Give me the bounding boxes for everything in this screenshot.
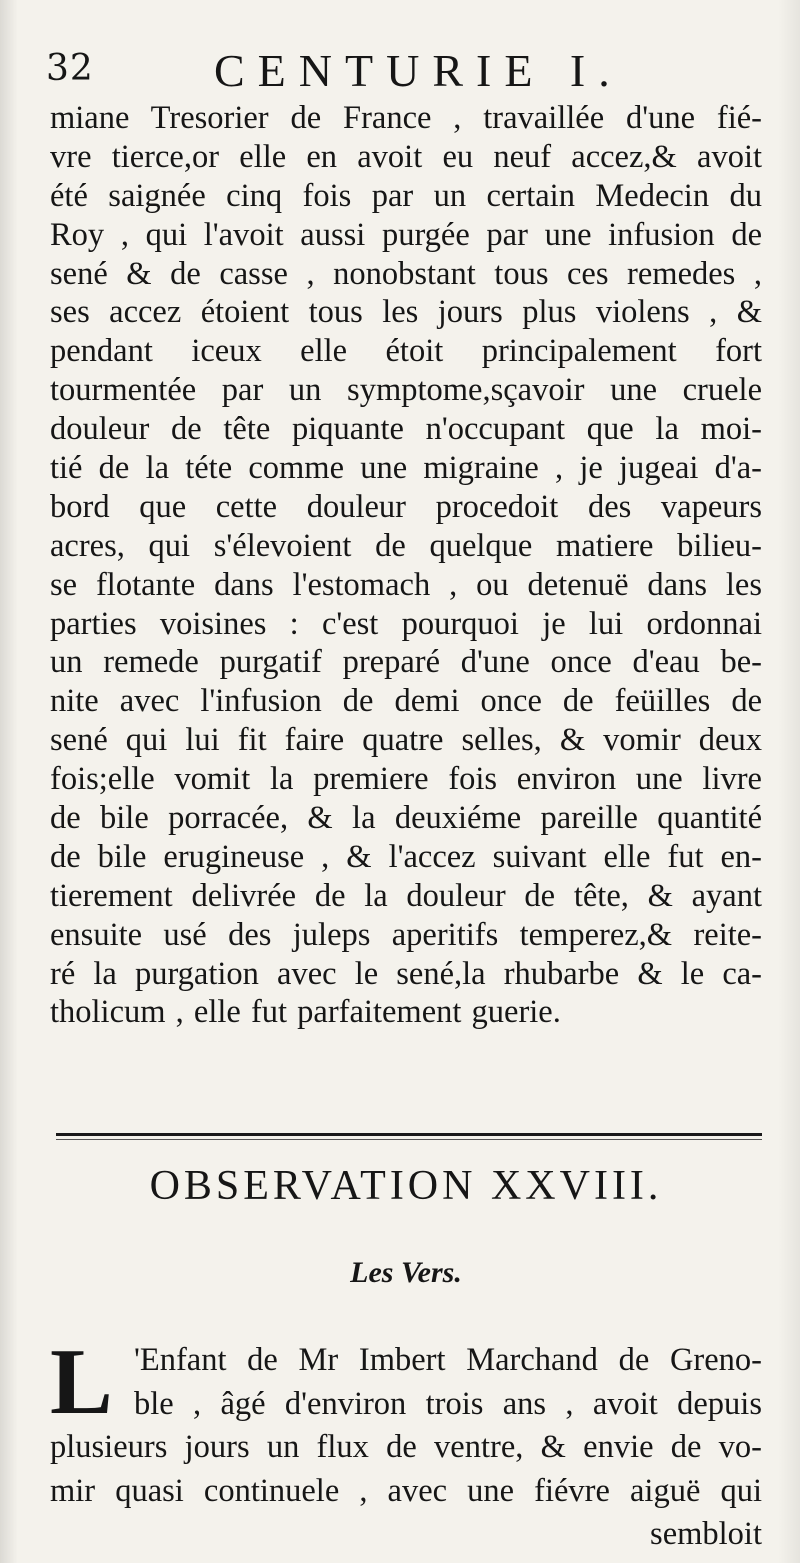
- drop-cap: L: [50, 1330, 113, 1434]
- page-number: 32: [46, 48, 94, 89]
- text-line: de bile erugineuse , & l'accez suivant elle fut en-: [50, 838, 762, 875]
- observation-heading: OBSERVATION XXVIII.: [149, 1163, 663, 1209]
- body-text: [50, 99, 762, 1032]
- text-line: tié de la téte comme une migraine , je jugeai d'a-: [50, 450, 762, 487]
- text-line: ensuite usé des juleps aperitifs temperez,& reite-: [50, 916, 762, 953]
- text-line: bord que cette douleur procedoit des vapeurs: [50, 488, 762, 525]
- text-line: de bile porracée, & la deuxiéme pareille quantité: [50, 800, 762, 837]
- text-line: nite avec l'infusion de demi once de feüilles de: [50, 683, 762, 720]
- running-title: CENTURIE I.: [214, 45, 623, 96]
- text-line: 'Enfant de Mr Imbert Marchand de Greno-: [134, 1342, 762, 1378]
- text-line: ble , âgé d'environ trois ans , avoit depuis: [134, 1385, 762, 1422]
- text-line: acres, qui s'élevoient de quelque matiere bilieu-: [50, 527, 762, 564]
- text-line: pendant iceux elle étoit principalement fort: [50, 333, 762, 370]
- text-line: douleur de tête piquante n'occupant que la moi-: [50, 411, 762, 448]
- observation-subtitle: Les Vers.: [350, 1256, 462, 1289]
- text-line: fois;elle vomit la premiere fois environ une livre: [50, 761, 762, 798]
- text-line: tholicum , elle fut parfaitement guerie.: [50, 994, 561, 1031]
- section-divider-rule: [56, 1133, 762, 1136]
- text-line: sené & de casse , nonobstant tous ces remedes ,: [50, 255, 762, 292]
- text-line: sené qui lui fit faire quatre selles, & vomir deux: [50, 722, 762, 759]
- text-line: tourmentée par un symptome,sçavoir une cruele: [50, 372, 762, 409]
- text-line: miane Tresorier de France , travaillée d'une fié-: [50, 100, 762, 136]
- text-line: mir quasi continuele , avec une fiévre aiguë qui: [50, 1472, 762, 1509]
- text-line: parties voisines : c'est pourquoi je lui ordonnai: [50, 605, 762, 642]
- text-line: Roy , qui l'avoit aussi purgée par une infusion de: [50, 216, 762, 253]
- observation-text: [50, 1330, 762, 1557]
- text-line: ses accez étoient tous les jours plus violens , &: [50, 294, 762, 331]
- text-line: tierement delivrée de la douleur de tête, & ayant: [50, 877, 762, 914]
- text-line: un remede purgatif preparé d'une once d'eau be-: [50, 644, 762, 681]
- text-line: se flotante dans l'estomach , ou detenuë dans les: [50, 566, 762, 603]
- page-header: [46, 44, 766, 94]
- text-line: vre tierce,or elle en avoit eu neuf accez,& avoit: [50, 138, 762, 175]
- text-line: été saignée cinq fois par un certain Medecin du: [50, 177, 762, 214]
- catchword: sembloit: [650, 1516, 762, 1552]
- text-line: ré la purgation avec le sené,la rhubarbe & le ca-: [50, 955, 762, 992]
- text-line: plusieurs jours un flux de ventre, & envie de vo-: [50, 1429, 762, 1465]
